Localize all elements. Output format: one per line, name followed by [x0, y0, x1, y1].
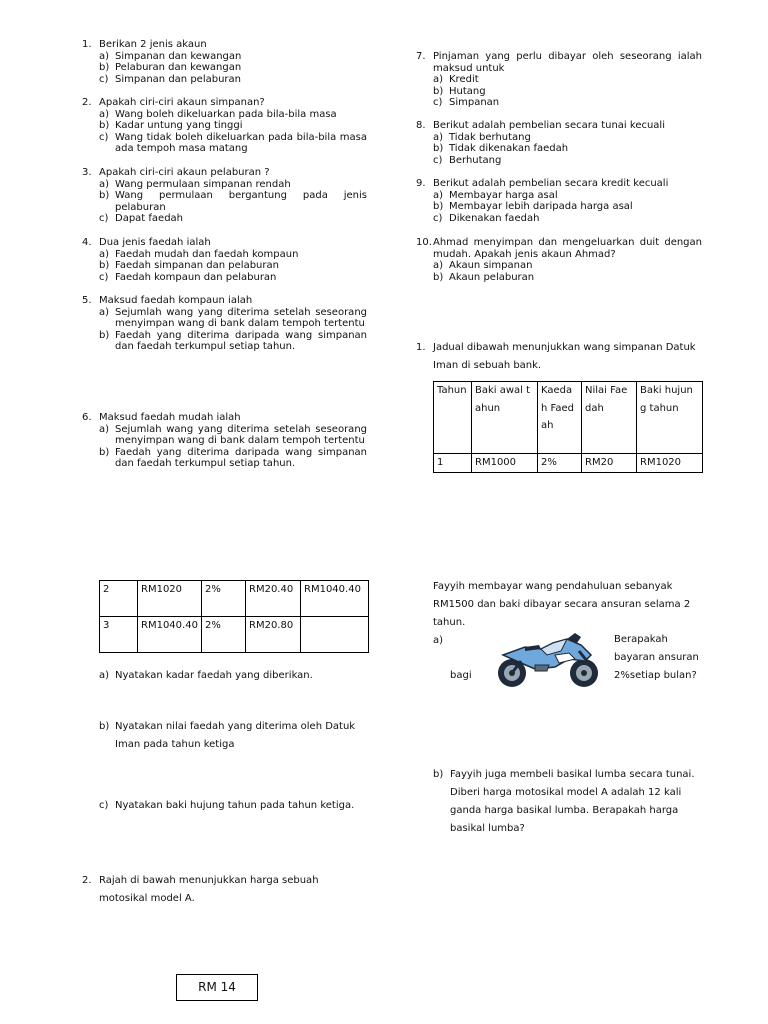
sub-question-a — [99, 667, 369, 685]
option-label: c) — [433, 212, 443, 224]
table-cell: 2 — [100, 581, 138, 617]
option-text: Pelaburan dan kewangan — [115, 62, 242, 73]
option — [99, 260, 367, 272]
option-text: Faedah kompaun dan pelaburan — [115, 271, 277, 283]
question-10 — [416, 237, 702, 283]
savings-table-part-2 — [99, 580, 369, 653]
question-number: 3. — [82, 167, 92, 178]
option — [99, 51, 367, 63]
question-number: 7. — [416, 51, 426, 62]
option-label: a) — [99, 306, 110, 318]
question-number: 5. — [82, 295, 92, 306]
option-label: c) — [99, 131, 109, 143]
option-text: Faedah yang diterima daripada wang simpanan dan faedah terkumpul setiap tahun. — [115, 329, 367, 352]
option — [99, 213, 367, 225]
option-label: b) — [433, 201, 444, 212]
option-label: a) — [99, 108, 110, 120]
option-text: Hutang — [449, 85, 486, 97]
fayyih-b — [433, 766, 703, 838]
option-label: b) — [99, 190, 110, 201]
structured-question-2 — [82, 872, 332, 908]
option-label: a) — [433, 189, 444, 201]
option-label: a) — [433, 74, 444, 85]
header-cell: Baki awal tahun — [472, 382, 538, 454]
option-text: Akaun pelaburan — [449, 271, 535, 283]
fayyih-a-right: Berapakah bayaran ansuran — [614, 634, 699, 663]
option — [433, 74, 702, 86]
table-cell: RM20.40 — [246, 581, 301, 617]
option-label: b) — [99, 120, 110, 131]
option-text: Dapat faedah — [115, 213, 184, 224]
question-3 — [82, 167, 367, 225]
sub-question-text: Nyatakan nilai faedah yang diterima oleh Datuk Iman pada tahun ketiga — [115, 721, 356, 750]
option-text: Kredit — [449, 74, 479, 85]
option — [99, 330, 367, 353]
question-1 — [82, 39, 367, 85]
option — [433, 201, 702, 213]
question-number: 10. — [416, 237, 432, 248]
option-label: a) — [99, 423, 110, 435]
table-cell: 2% — [202, 581, 246, 617]
table-cell: RM1040.40 — [138, 617, 202, 653]
question-9 — [416, 178, 702, 224]
option — [433, 97, 702, 109]
table-cell: RM1000 — [472, 454, 538, 473]
option — [99, 132, 367, 155]
question-number: 4. — [82, 237, 92, 248]
option — [433, 190, 702, 202]
option-text: Wang permulaan simpanan rendah — [115, 178, 291, 190]
option-text: Dikenakan faedah — [449, 212, 540, 224]
option-text: Faedah simpanan dan pelaburan — [115, 260, 279, 271]
header-cell: Baki hujung tahun — [637, 382, 703, 454]
question-text: Berikan 2 jenis akaun — [99, 39, 207, 50]
option — [99, 424, 367, 447]
fayyih-a-label: a) — [433, 635, 444, 646]
question-text: Apakah ciri-ciri akaun simpanan? — [99, 97, 265, 108]
header-cell: Nilai Faedah — [582, 382, 637, 454]
header-cell: Tahun — [434, 382, 472, 454]
sub-question-label: b) — [99, 721, 110, 732]
fayyih-intro: Fayyih membayar wang pendahuluan sebanyak RM1500 dan baki dibayar secara ansuran selama 2 tahun. — [433, 581, 691, 628]
option-text: Membayar lebih daripada harga asal — [449, 201, 633, 212]
motorcycle-image — [495, 625, 603, 689]
header-cell: Kaedah Faedah — [538, 382, 582, 454]
option-label: b) — [99, 329, 110, 341]
option — [433, 143, 702, 155]
question-number: 6. — [82, 412, 92, 423]
sub-question-c — [99, 797, 369, 815]
question-text: Jadual dibawah menunjukkan wang simpanan Datuk Iman di sebuah bank. — [433, 342, 696, 371]
table-row — [100, 617, 369, 653]
option — [99, 272, 367, 284]
savings-table-part-1 — [433, 381, 703, 473]
option — [99, 307, 367, 330]
table-header-row — [434, 382, 703, 454]
price-box: RM 14 — [176, 974, 258, 1001]
question-text: Maksud faedah kompaun ialah — [99, 295, 253, 306]
option-text: Berhutang — [449, 154, 502, 166]
option-text: Tidak dikenakan faedah — [449, 143, 569, 154]
table-cell: RM20 — [582, 454, 637, 473]
option-label: a) — [99, 50, 110, 62]
question-number: 2. — [82, 875, 92, 886]
option-text: Wang permulaan bergantung pada jenis pelaburan — [115, 190, 367, 213]
table-cell: RM20.80 — [246, 617, 301, 653]
option — [99, 179, 367, 191]
option-label: b) — [433, 143, 444, 154]
table-cell: 2% — [202, 617, 246, 653]
option-label: a) — [433, 260, 444, 271]
option-label: c) — [433, 97, 443, 108]
table-cell: 3 — [100, 617, 138, 653]
question-number: 1. — [416, 342, 426, 353]
option-text: Kadar untung yang tinggi — [115, 120, 243, 131]
table-cell: 1 — [434, 454, 472, 473]
table-cell: 2% — [538, 454, 582, 473]
option-text: Membayar harga asal — [449, 189, 558, 201]
option-label: a) — [433, 131, 444, 143]
table-cell: RM1040.40 — [301, 581, 369, 617]
option-label: c) — [99, 73, 109, 85]
option-label: a) — [99, 248, 110, 260]
table-row — [100, 581, 369, 617]
option — [99, 74, 367, 86]
question-2 — [82, 97, 367, 155]
table-cell: RM1020 — [637, 454, 703, 473]
option-text: Wang boleh dikeluarkan pada bila-bila masa — [115, 108, 337, 120]
question-text: Dua jenis faedah ialah — [99, 237, 211, 248]
question-8 — [416, 120, 702, 166]
question-number: 1. — [82, 39, 92, 50]
structured-question-1 — [416, 339, 706, 375]
option-label: c) — [433, 154, 443, 166]
option-text: Simpanan dan pelaburan — [115, 73, 241, 85]
sub-question-label: a) — [99, 670, 110, 681]
table-cell — [301, 617, 369, 653]
question-5 — [82, 295, 367, 353]
option-text: Simpanan — [449, 97, 500, 108]
question-6 — [82, 412, 367, 470]
sub-question-label: c) — [99, 800, 109, 811]
question-text: Pinjaman yang perlu dibayar oleh seseorang ialah maksud untuk — [433, 51, 702, 74]
option — [433, 155, 702, 167]
option-text: Sejumlah wang yang diterima setelah seseorang menyimpan wang di bank dalam tempoh tertentu — [115, 306, 367, 329]
sub-question-b — [99, 718, 369, 754]
table-cell: RM1020 — [138, 581, 202, 617]
option-text: Faedah yang diterima daripada wang simpanan dan faedah terkumpul setiap tahun. — [115, 446, 367, 469]
option-label: b) — [99, 446, 110, 458]
sub-question-text: Fayyih juga membeli basikal lumba secara tunai. Diberi harga motosikal model A adalah 12 kali ganda harga basikal lumba. Berapakah harga basikal lumba? — [450, 769, 695, 834]
option — [433, 260, 702, 272]
option-text: Faedah mudah dan faedah kompaun — [115, 248, 299, 260]
question-text: Maksud faedah mudah ialah — [99, 412, 241, 423]
option-label: a) — [99, 178, 110, 190]
question-text: Rajah di bawah menunjukkan harga sebuah motosikal model A. — [99, 875, 319, 904]
option-label: b) — [433, 85, 444, 97]
option-text: Sejumlah wang yang diterima setelah seseorang menyimpan wang di bank dalam tempoh tertentu — [115, 423, 367, 446]
option — [433, 132, 702, 144]
question-text: Ahmad menyimpan dan mengeluarkan duit dengan mudah. Apakah jenis akaun Ahmad? — [433, 237, 702, 260]
fayyih-a-bagi: bagi — [450, 670, 472, 681]
option-text: Wang tidak boleh dikeluarkan pada bila-bila masa ada tempoh masa matang — [115, 131, 367, 154]
option-text: Akaun simpanan — [449, 260, 533, 271]
sub-question-text: Nyatakan kadar faedah yang diberikan. — [115, 670, 313, 681]
option — [99, 120, 367, 132]
option — [99, 109, 367, 121]
question-text: Berikut adalah pembelian secara kredit kecuali — [433, 178, 669, 189]
option — [99, 190, 367, 213]
question-text: Apakah ciri-ciri akaun pelaburan ? — [99, 167, 270, 178]
option-label: b) — [433, 271, 444, 283]
sub-question-label: b) — [433, 769, 444, 780]
option — [99, 249, 367, 261]
question-number: 8. — [416, 120, 426, 131]
option — [99, 62, 367, 74]
fayyih-a-end: 2%setiap bulan? — [614, 670, 697, 681]
option-label: c) — [99, 271, 109, 283]
option-text: Tidak berhutang — [449, 131, 531, 143]
option-text: Simpanan dan kewangan — [115, 50, 242, 62]
option — [433, 272, 702, 284]
option-label: b) — [99, 62, 110, 73]
option — [433, 213, 702, 225]
question-number: 9. — [416, 178, 426, 189]
option — [99, 447, 367, 470]
question-text: Berikut adalah pembelian secara tunai kecuali — [433, 120, 665, 131]
option — [433, 86, 702, 98]
option-label: c) — [99, 213, 109, 224]
question-number: 2. — [82, 97, 92, 108]
question-7 — [416, 51, 702, 109]
sub-question-text: Nyatakan baki hujung tahun pada tahun ketiga. — [115, 800, 355, 811]
question-4 — [82, 237, 367, 283]
option-label: b) — [99, 260, 110, 271]
table-row — [434, 454, 703, 473]
